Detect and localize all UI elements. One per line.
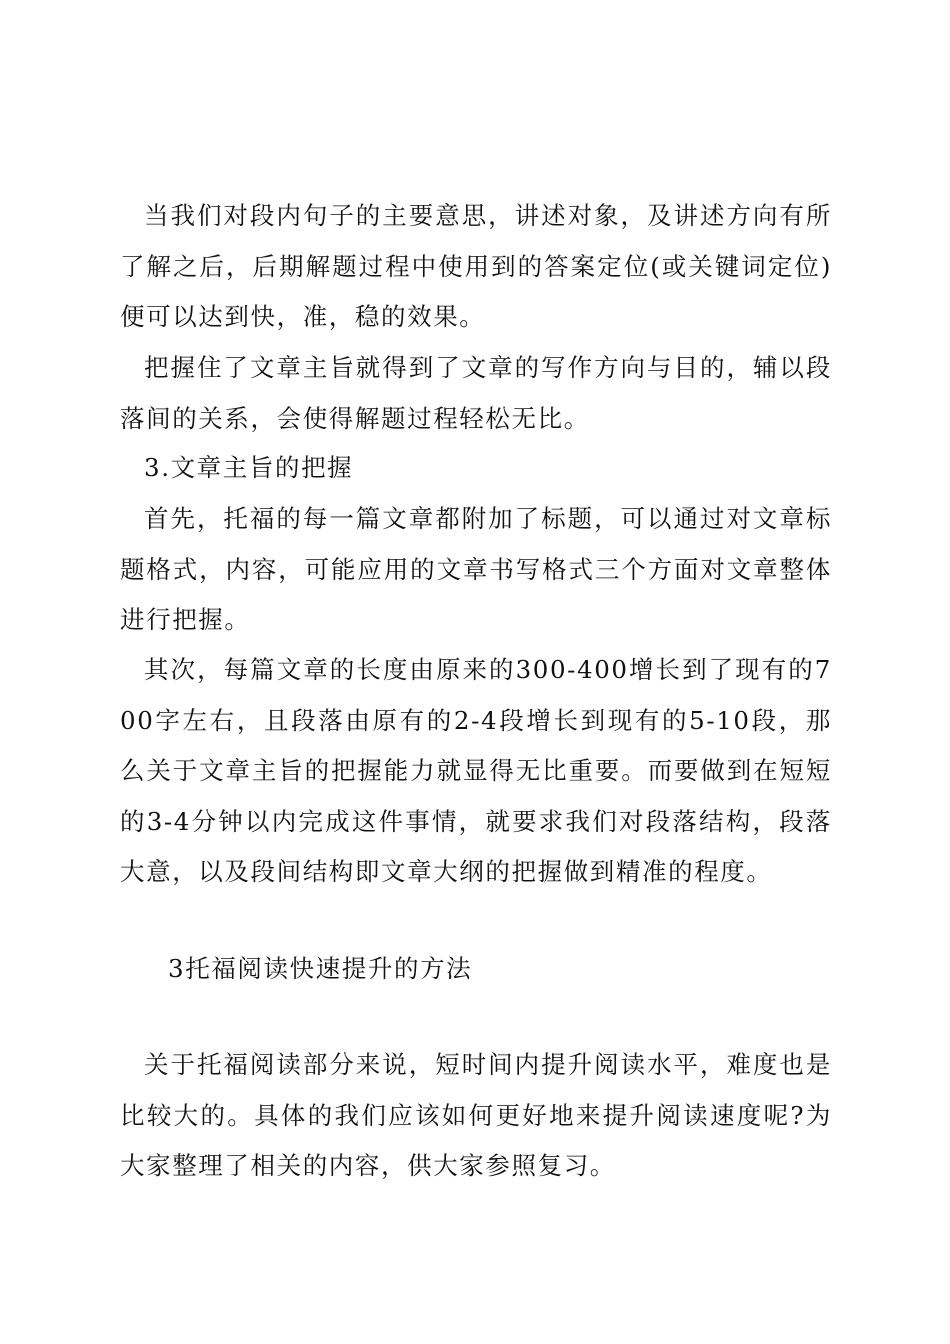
paragraph-title-analysis: 首先，托福的每一篇文章都附加了标题，可以通过对文章标题格式，内容，可能应用的文章书写格式三个方面对文章整体进行把握。: [120, 504, 832, 634]
subheading-main-idea: 3.文章主旨的把握: [144, 453, 354, 482]
paragraph-reading-speed-intro: 关于托福阅读部分来说，短时间内提升阅读水平，难度也是比较大的。具体的我们应该如何更好地来提升阅读速度呢?为大家整理了相关的内容，供大家参照复习。: [120, 1050, 832, 1180]
section-heading: 3托福阅读快速提升的方法: [168, 954, 473, 983]
paragraph-article-length: 其次，每篇文章的长度由原来的300-400增长到了现有的700字左右，且段落由原有的2-4段增长到现有的5-10段，那么关于文章主旨的把握能力就显得无比重要。而要做到在短短的3-4分钟以内完成这件事情，就要求我们对段落结构，段落大意，以及段间结构即文章大纲的把握做到精准的程度。: [120, 655, 832, 886]
paragraph-answer-location: 当我们对段内句子的主要意思，讲述对象，及讲述方向有所了解之后，后期解题过程中使用到的答案定位(或关键词定位)便可以达到快，准，稳的效果。: [120, 201, 832, 331]
paragraph-main-idea-benefit: 把握住了文章主旨就得到了文章的写作方向与目的，辅以段落间的关系，会使得解题过程轻松无比。: [120, 353, 832, 433]
